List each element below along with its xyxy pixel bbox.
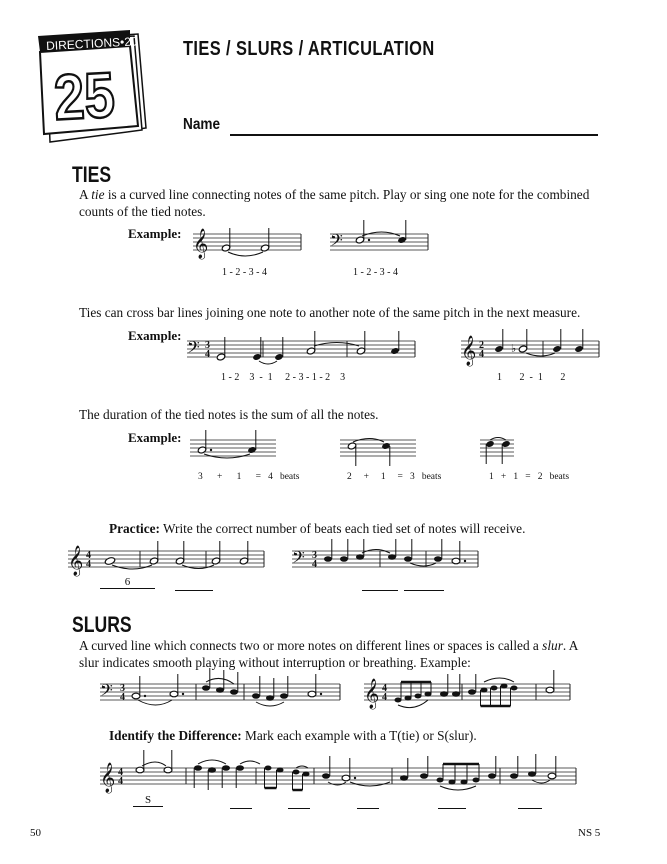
calendar-label: DIRECTIONS•20 — [45, 34, 138, 54]
svg-text:2: 2 — [479, 340, 484, 351]
svg-text:4: 4 — [382, 692, 387, 703]
svg-text:♭: ♭ — [511, 343, 517, 355]
lesson-number: 25 — [52, 58, 117, 134]
ties-intro: A tie is a curved line connecting notes of the same pitch. Play or sing one note for the combined counts of the tied notes. — [79, 187, 590, 219]
identify-answer-5[interactable] — [438, 794, 466, 809]
name-field[interactable] — [230, 134, 598, 136]
staff-example-2a — [187, 337, 417, 367]
calendar-logo — [30, 30, 150, 145]
svg-text:4: 4 — [118, 776, 123, 787]
svg-text:3: 3 — [120, 683, 125, 694]
svg-text:𝄞: 𝄞 — [193, 229, 209, 259]
staff-example-1b — [330, 230, 430, 260]
practice-staff-2 — [292, 547, 482, 579]
identify-instruction: Identify the Difference: Mark each example with a T(tie) or S(slur). — [109, 728, 477, 743]
staff-example-1a — [193, 230, 303, 260]
counts-3b: 2 + 1 = 3 beats — [347, 472, 442, 482]
calendar-graphic — [30, 30, 150, 145]
ties-sum-text: The duration of the tied notes is the sum of all the notes. — [79, 407, 379, 422]
ties-heading: TIES — [72, 162, 112, 187]
svg-text:4: 4 — [118, 767, 123, 778]
svg-text:4: 4 — [120, 692, 125, 703]
svg-text:3: 3 — [312, 550, 317, 561]
identify-answer-3[interactable] — [288, 794, 310, 809]
ties-barline-text: Ties can cross bar lines joining one note to another note of the same pitch in the next measure. — [79, 305, 581, 320]
practice-staff-1 — [68, 547, 268, 579]
counts-3a: 3 + 1 = 4 beats — [198, 472, 300, 482]
svg-text:𝄢: 𝄢 — [330, 230, 343, 254]
page-number: 50 — [30, 827, 41, 839]
svg-text:3: 3 — [205, 340, 210, 351]
slur-example-bass — [100, 680, 344, 712]
slur-example-treble — [364, 680, 574, 712]
svg-text:𝄞: 𝄞 — [461, 336, 477, 366]
example-label-2: Example: — [128, 328, 182, 343]
svg-text:4: 4 — [312, 559, 317, 570]
svg-text:𝄢: 𝄢 — [187, 337, 200, 361]
svg-text:4: 4 — [479, 349, 484, 360]
identify-staff — [100, 764, 580, 796]
identify-answer-4[interactable] — [357, 794, 379, 809]
practice-answer-4[interactable] — [404, 576, 444, 591]
slurs-heading: SLURS — [72, 612, 132, 637]
practice-answer-3[interactable] — [362, 576, 398, 591]
svg-text:4: 4 — [205, 349, 210, 360]
svg-text:4: 4 — [382, 683, 387, 694]
counts-2a: 1 - 2 3 - 1 2 - 3 - 1 - 2 3 — [221, 372, 346, 383]
svg-text:4: 4 — [86, 550, 91, 561]
staff-example-3c — [480, 436, 520, 466]
svg-text:𝄢: 𝄢 — [100, 680, 113, 704]
example-label-1: Example: — [128, 226, 182, 241]
example-label-3: Example: — [128, 430, 182, 445]
svg-text:𝄞: 𝄞 — [100, 763, 116, 793]
name-label: Name — [183, 116, 221, 133]
identify-answer-6[interactable] — [518, 794, 542, 809]
identify-answer-1[interactable]: S — [133, 794, 163, 807]
book-code: NS 5 — [578, 827, 601, 839]
svg-text:𝄢: 𝄢 — [292, 547, 305, 571]
identify-answer-2[interactable] — [230, 794, 252, 809]
svg-text:𝄞: 𝄞 — [364, 679, 380, 709]
svg-text:4: 4 — [86, 559, 91, 570]
practice-answer-2[interactable] — [175, 576, 213, 591]
svg-text:𝄞: 𝄞 — [68, 546, 84, 576]
staff-example-3a — [190, 436, 280, 466]
counts-1b: 1 - 2 - 3 - 4 — [353, 267, 398, 278]
counts-2b: 1 2 - 1 2 — [497, 372, 566, 383]
counts-1a: 1 - 2 - 3 - 4 — [222, 267, 267, 278]
practice-answer-1[interactable]: 6 — [100, 576, 155, 589]
staff-example-3b — [340, 436, 420, 466]
staff-example-2b — [461, 337, 601, 367]
page-title: TIES / SLURS / ARTICULATION — [183, 38, 435, 60]
slurs-intro: A curved line which connects two or more notes on different lines or spaces is called a slur. A slur indicates smooth playing without interruption or breathing. Example: — [79, 638, 579, 670]
practice-instruction: Practice: Write the correct number of beats each tied set of notes will receive. — [109, 521, 526, 536]
counts-3c: 1 + 1 = 2 beats — [489, 472, 570, 482]
